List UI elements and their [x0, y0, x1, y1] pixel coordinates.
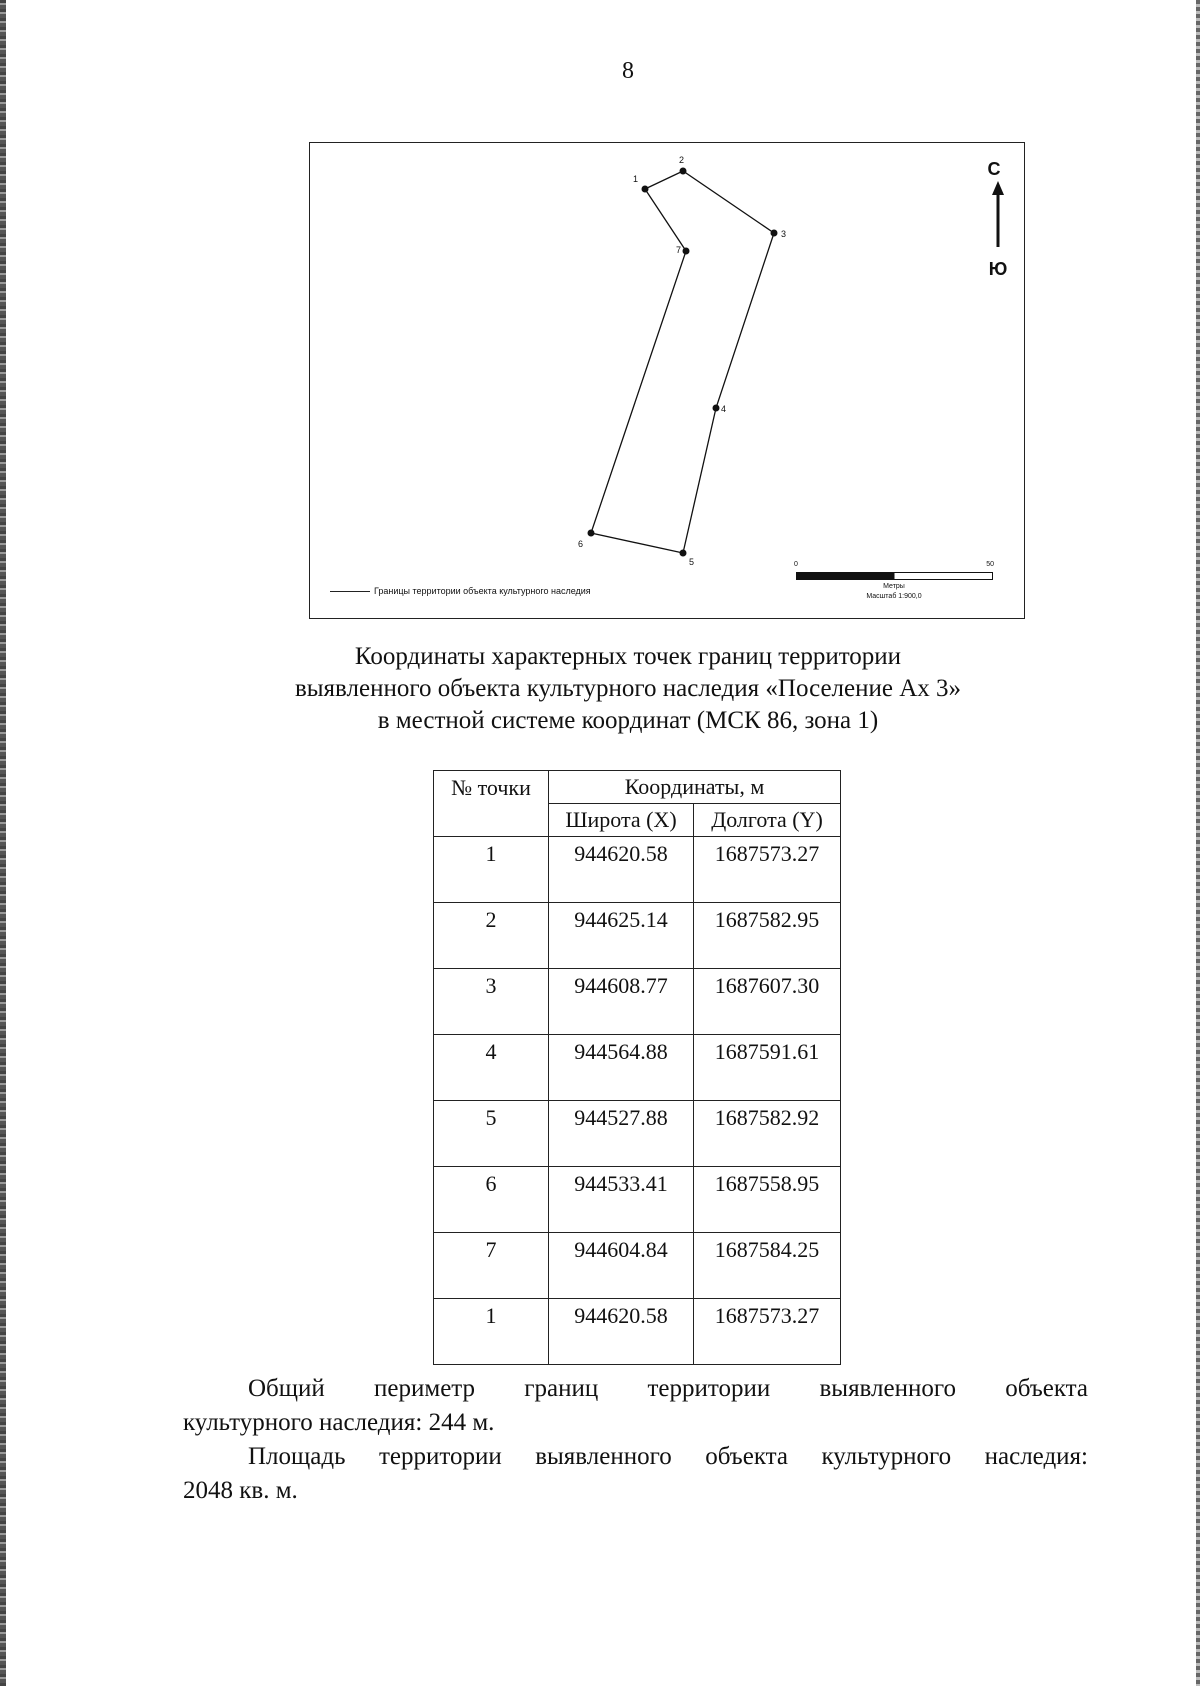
vertex-7 — [683, 248, 690, 255]
caption-line-3: в местной системе координат (МСК 86, зона 1) — [377, 707, 879, 734]
table-row — [434, 969, 841, 1035]
x-coordinate-cell: 944533.41 — [549, 1167, 694, 1233]
legend-text: Границы территории объекта культурного наследия — [374, 586, 591, 596]
x-coordinate-cell: 944625.14 — [549, 903, 694, 969]
point-number-cell: 7 — [434, 1233, 549, 1299]
vertex-1 — [642, 186, 649, 193]
vertex-label-5: 5 — [689, 557, 695, 567]
point-number-cell: 4 — [434, 1035, 549, 1101]
table-row — [434, 1101, 841, 1167]
south-label: Ю — [988, 259, 1008, 279]
scale-units-label: Метры — [883, 583, 905, 590]
table-row — [434, 903, 841, 969]
vertex-4 — [713, 405, 720, 412]
y-coordinate-cell: 1687558.95 — [694, 1167, 841, 1233]
table-row — [434, 1035, 841, 1101]
legend-line-symbol — [330, 591, 370, 592]
vertex-label-2: 2 — [679, 155, 685, 165]
header-longitude-y: Долгота (Y) — [694, 804, 841, 837]
x-coordinate-cell: 944604.84 — [549, 1233, 694, 1299]
vertex-label-1: 1 — [633, 174, 639, 184]
x-coordinate-cell: 944527.88 — [549, 1101, 694, 1167]
vertex-3 — [771, 230, 778, 237]
area-text-line-2: 2048 кв. м. — [183, 1477, 298, 1504]
table-row — [434, 1299, 841, 1365]
y-coordinate-cell: 1687584.25 — [694, 1233, 841, 1299]
y-coordinate-cell: 1687582.95 — [694, 903, 841, 969]
scan-edge-right — [1196, 0, 1200, 1686]
y-coordinate-cell: 1687582.92 — [694, 1101, 841, 1167]
vertex-2 — [680, 168, 687, 175]
y-coordinate-cell: 1687573.27 — [694, 837, 841, 903]
perimeter-text-line-1: Общий периметр границ территории выявленного объекта — [248, 1375, 1088, 1402]
coordinates-table — [433, 770, 841, 1365]
scale-ratio-label: Масштаб 1:900,0 — [866, 593, 922, 600]
vertex-label-7: 7 — [676, 245, 682, 255]
page-number: 8 — [622, 58, 634, 84]
scale-bar — [794, 561, 994, 601]
vertex-label-6: 6 — [578, 539, 584, 549]
boundary-map-drawing — [310, 143, 1024, 618]
point-number-cell: 5 — [434, 1101, 549, 1167]
y-coordinate-cell: 1687607.30 — [694, 969, 841, 1035]
north-arrow-head — [992, 181, 1004, 195]
point-number-cell: 1 — [434, 1299, 549, 1365]
table-row — [434, 1233, 841, 1299]
vertex-label-4: 4 — [721, 404, 727, 414]
y-coordinate-cell: 1687573.27 — [694, 1299, 841, 1365]
perimeter-paragraph — [183, 1372, 1088, 1440]
vertex-5 — [680, 550, 687, 557]
map-legend — [330, 586, 591, 596]
area-paragraph — [183, 1440, 1088, 1508]
caption-line-1: Координаты характерных точек границ территории — [354, 643, 902, 670]
scan-edge-left — [0, 0, 6, 1686]
north-arrow — [988, 159, 1008, 279]
table-row — [434, 1167, 841, 1233]
territory-boundary — [591, 171, 774, 553]
header-latitude-x: Широта (X) — [549, 804, 694, 837]
scale-bar-graphic — [796, 572, 993, 580]
point-number-cell: 1 — [434, 837, 549, 903]
x-coordinate-cell: 944620.58 — [549, 837, 694, 903]
y-coordinate-cell: 1687591.61 — [694, 1035, 841, 1101]
point-number-cell: 2 — [434, 903, 549, 969]
caption-line-2: выявленного объекта культурного наследия «Поселение Ах 3» — [294, 675, 962, 702]
header-point-number: № точки — [434, 771, 549, 837]
scale-max-label: 50 — [986, 561, 994, 568]
coordinates-table-body — [434, 837, 841, 1365]
vertex-6 — [588, 530, 595, 537]
perimeter-text-line-2: культурного наследия: 244 м. — [183, 1409, 495, 1436]
north-label: С — [987, 159, 1001, 179]
vertex-label-3: 3 — [781, 229, 787, 239]
boundary-map — [309, 142, 1025, 619]
x-coordinate-cell: 944620.58 — [549, 1299, 694, 1365]
point-number-cell: 3 — [434, 969, 549, 1035]
area-text-line-1: Площадь территории выявленного объекта культурного наследия: — [248, 1443, 1088, 1470]
point-number-cell: 6 — [434, 1167, 549, 1233]
boundary-vertices — [588, 168, 778, 557]
header-coordinates: Координаты, м — [549, 771, 841, 804]
table-row — [434, 837, 841, 903]
x-coordinate-cell: 944564.88 — [549, 1035, 694, 1101]
scale-zero-label: 0 — [794, 561, 798, 568]
x-coordinate-cell: 944608.77 — [549, 969, 694, 1035]
